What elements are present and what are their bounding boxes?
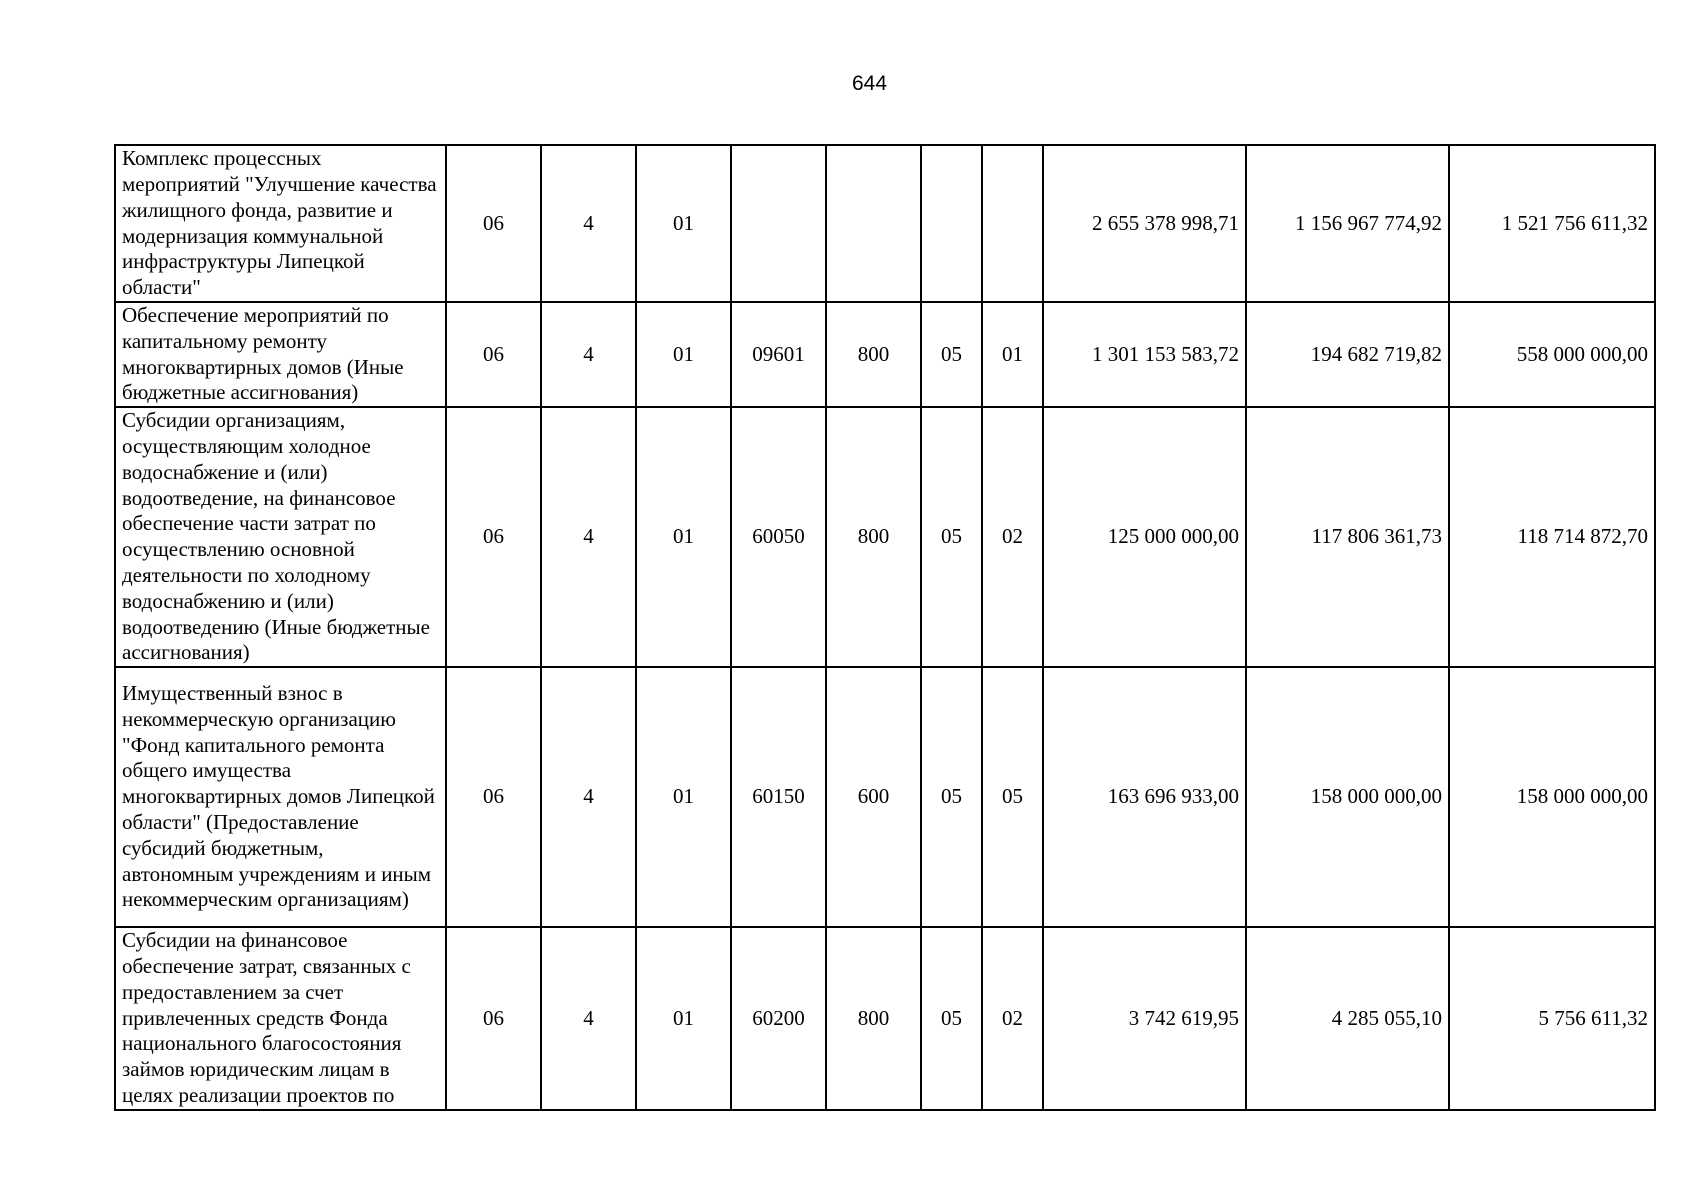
code-cell: 01 <box>636 145 731 302</box>
code-cell: 06 <box>446 407 541 667</box>
code-cell: 800 <box>826 302 921 407</box>
amount-cell: 158 000 000,00 <box>1246 667 1449 927</box>
code-cell: 60150 <box>731 667 826 927</box>
code-cell: 06 <box>446 145 541 302</box>
code-cell: 05 <box>982 667 1043 927</box>
code-cell: 600 <box>826 667 921 927</box>
code-cell: 09601 <box>731 302 826 407</box>
table-row <box>115 145 1655 302</box>
amount-cell: 158 000 000,00 <box>1449 667 1655 927</box>
code-cell: 05 <box>921 302 982 407</box>
code-cell: 06 <box>446 667 541 927</box>
code-cell: 05 <box>921 927 982 1110</box>
amount-cell: 194 682 719,82 <box>1246 302 1449 407</box>
amount-cell: 118 714 872,70 <box>1449 407 1655 667</box>
code-cell <box>731 145 826 302</box>
row-name: Имущественный взнос в некоммерческую организацию "Фонд капитального ремонта общего имущества многоквартирных домов Липецкой области" (Предоставление субсидий бюджетным, автономным учреждениям и иным некоммерческим организациям) <box>115 667 446 927</box>
code-cell: 4 <box>541 927 636 1110</box>
code-cell: 01 <box>636 927 731 1110</box>
code-cell: 4 <box>541 145 636 302</box>
code-cell: 01 <box>636 407 731 667</box>
code-cell: 60050 <box>731 407 826 667</box>
budget-table <box>114 144 1656 1111</box>
code-cell: 800 <box>826 927 921 1110</box>
amount-cell: 4 285 055,10 <box>1246 927 1449 1110</box>
code-cell: 02 <box>982 927 1043 1110</box>
table-row <box>115 927 1655 1110</box>
code-cell: 06 <box>446 927 541 1110</box>
amount-cell: 1 156 967 774,92 <box>1246 145 1449 302</box>
code-cell: 06 <box>446 302 541 407</box>
table-row <box>115 302 1655 407</box>
code-cell: 4 <box>541 302 636 407</box>
code-cell: 01 <box>636 667 731 927</box>
amount-cell: 1 301 153 583,72 <box>1043 302 1246 407</box>
amount-cell: 163 696 933,00 <box>1043 667 1246 927</box>
amount-cell: 125 000 000,00 <box>1043 407 1246 667</box>
row-name: Субсидии организациям, осуществляющим холодное водоснабжение и (или) водоотведение, на финансовое обеспечение части затрат по осуществлению основной деятельности по холодному водоснабжению и (или) водоотведению (Иные бюджетные ассигнования) <box>115 407 446 667</box>
page-number: 644 <box>851 72 888 95</box>
code-cell <box>982 145 1043 302</box>
code-cell: 4 <box>541 667 636 927</box>
code-cell: 05 <box>921 407 982 667</box>
amount-cell: 3 742 619,95 <box>1043 927 1246 1110</box>
code-cell: 05 <box>921 667 982 927</box>
code-cell: 01 <box>636 302 731 407</box>
table-row <box>115 407 1655 667</box>
amount-cell: 1 521 756 611,32 <box>1449 145 1655 302</box>
row-name: Комплекс процессных мероприятий "Улучшение качества жилищного фонда, развитие и модернизация коммунальной инфраструктуры Липецкой области" <box>115 145 446 302</box>
code-cell <box>826 145 921 302</box>
table-row <box>115 667 1655 927</box>
amount-cell: 117 806 361,73 <box>1246 407 1449 667</box>
code-cell <box>921 145 982 302</box>
code-cell: 4 <box>541 407 636 667</box>
code-cell: 01 <box>982 302 1043 407</box>
amount-cell: 5 756 611,32 <box>1449 927 1655 1110</box>
amount-cell: 2 655 378 998,71 <box>1043 145 1246 302</box>
code-cell: 800 <box>826 407 921 667</box>
row-name: Субсидии на финансовое обеспечение затрат, связанных с предоставлением за счет привлеченных средств Фонда национального благосостояния займов юридическим лицам в целях реализации проектов по <box>115 927 446 1110</box>
row-name: Обеспечение мероприятий по капитальному ремонту многоквартирных домов (Иные бюджетные ассигнования) <box>115 302 446 407</box>
amount-cell: 558 000 000,00 <box>1449 302 1655 407</box>
code-cell: 02 <box>982 407 1043 667</box>
code-cell: 60200 <box>731 927 826 1110</box>
